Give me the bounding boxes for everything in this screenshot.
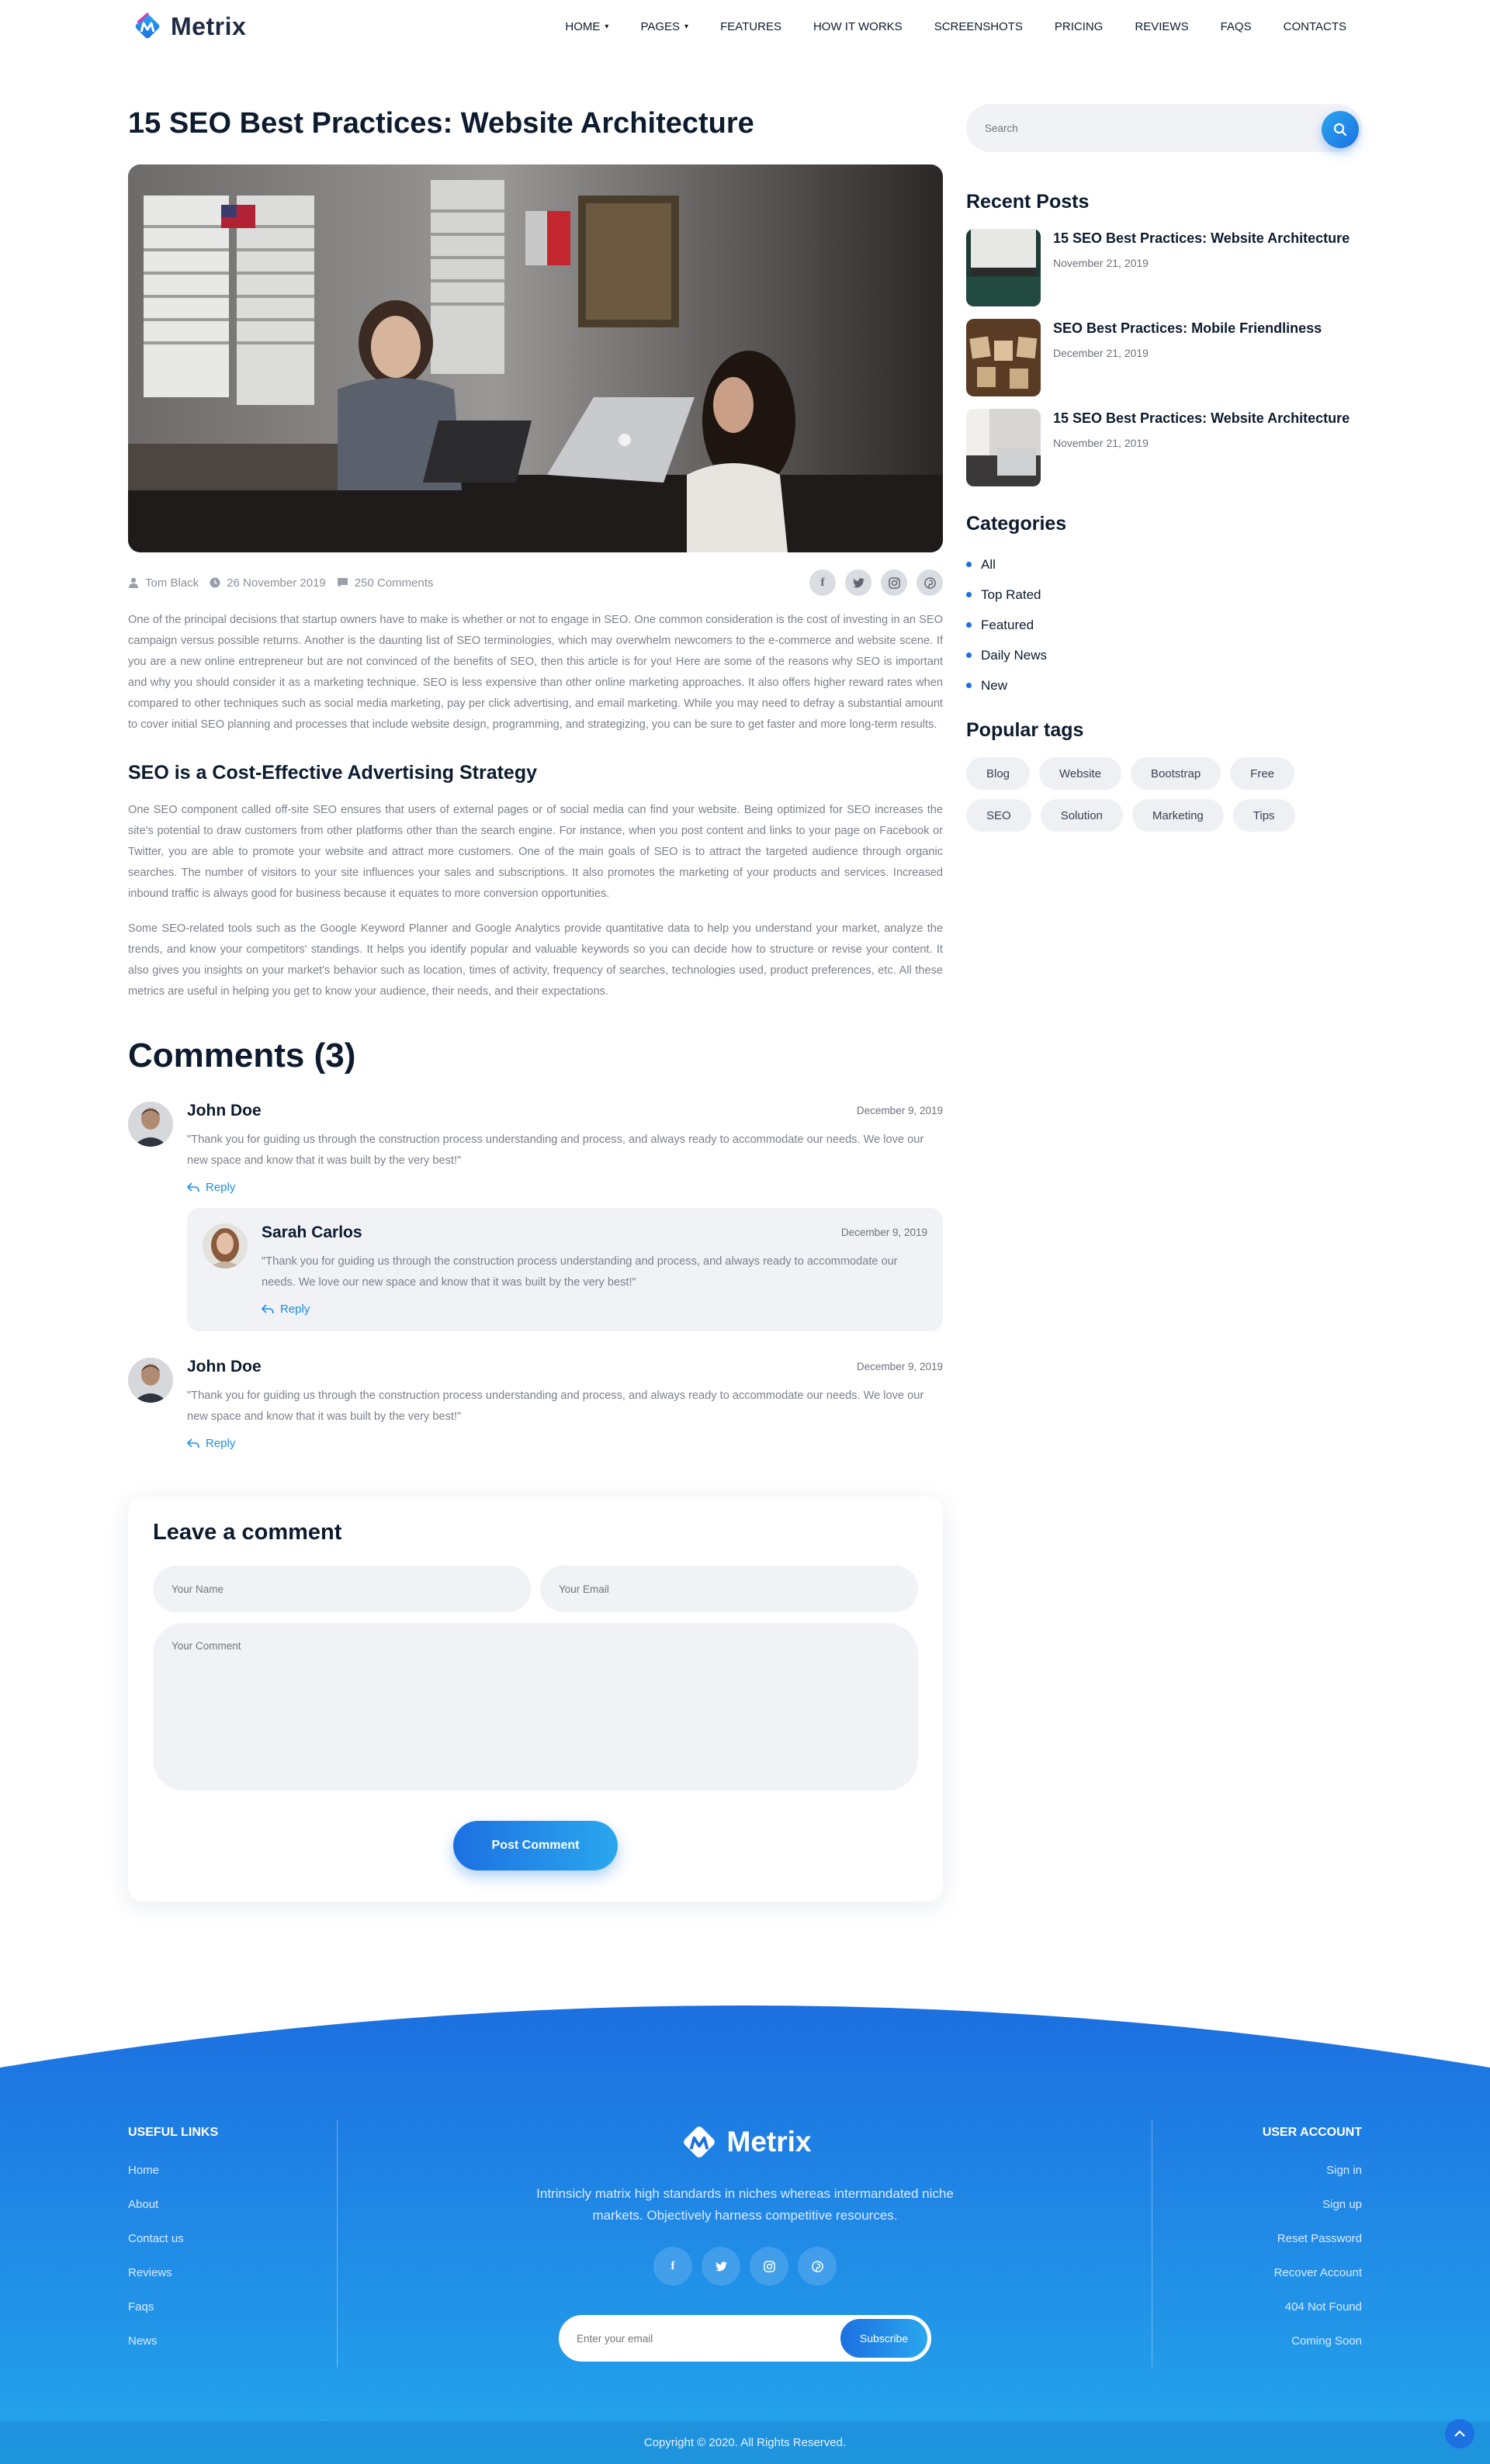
- recent-post-date: December 21, 2019: [1053, 347, 1149, 359]
- category-item[interactable]: [966, 610, 1362, 640]
- copyright-bar: [0, 2421, 1490, 2464]
- reply-button[interactable]: [187, 1181, 943, 1194]
- twitter-icon[interactable]: [702, 2247, 740, 2286]
- search-button[interactable]: [1322, 111, 1359, 148]
- metrix-logo-icon: [679, 2122, 719, 2162]
- sidebar: [966, 104, 1362, 832]
- recent-post-title[interactable]: 15 SEO Best Practices: Website Architecture: [1053, 230, 1350, 246]
- reply-icon: [187, 1182, 199, 1193]
- post-paragraph-1: One of the principal decisions that startup owners have to make is whether or not to engage in SEO. One common consideration is the cost of investing in an SEO campaign versus possible returns. Another is the daunting list of SEO terminologies, which may overwhelm newcomers to the e-commerce and website scene. If you are a new online entrepreneur but are not convinced of the benefits of SEO, then this article is for you! Here are some of the reasons why SEO is important and why you should consider it as a marketing technique. SEO is less expensive than other online marketing approaches. It also offers higher reward rates when compared to other techniques such as social media marketing, pay per click advertising, and email marketing. While you may need to defray a substantial amount to cover initial SEO planning and processes that include website design, programming, and strategizing, you can be sure to get faster and more long-term results.: [128, 614, 943, 731]
- bullet-icon: [966, 592, 972, 597]
- logo-text: Metrix: [171, 12, 247, 40]
- email-input[interactable]: [540, 1566, 918, 1612]
- name-input[interactable]: [153, 1566, 531, 1612]
- instagram-icon[interactable]: [881, 569, 907, 596]
- tag-chip[interactable]: Blog: [966, 757, 1030, 790]
- tag-chip[interactable]: Marketing: [1132, 799, 1224, 832]
- nav-pages[interactable]: [640, 20, 688, 33]
- tag-chip[interactable]: Tips: [1233, 799, 1295, 832]
- author-meta[interactable]: [128, 576, 199, 590]
- comment-author: John Doe: [187, 1102, 262, 1120]
- nav-features[interactable]: FEATURES: [720, 20, 781, 33]
- newsletter-form: [559, 2315, 931, 2362]
- tag-chip[interactable]: Free: [1230, 757, 1294, 790]
- scroll-to-top-button[interactable]: [1445, 2419, 1474, 2448]
- footer-link[interactable]: Sign in: [1326, 2164, 1362, 2177]
- subscribe-button[interactable]: Subscribe: [840, 2319, 927, 2358]
- nav-how-it-works[interactable]: HOW IT WORKS: [813, 20, 903, 33]
- footer-link[interactable]: News: [128, 2334, 158, 2348]
- recent-post-date: November 21, 2019: [1053, 437, 1149, 449]
- comment-author: Sarah Carlos: [262, 1223, 362, 1241]
- avatar: [203, 1223, 248, 1268]
- site-header: [0, 0, 1490, 56]
- nav-home-label: HOME: [565, 20, 601, 33]
- recent-posts-title: Recent Posts: [966, 191, 1090, 213]
- recent-post[interactable]: [966, 409, 1362, 486]
- comments-meta[interactable]: [337, 576, 434, 590]
- bullet-icon: [966, 683, 972, 688]
- useful-links-title: USEFUL LINKS: [128, 2126, 219, 2139]
- comment-count: 250 Comments: [354, 576, 434, 590]
- nav-contacts[interactable]: CONTACTS: [1283, 20, 1346, 33]
- footer-divider: [337, 2120, 338, 2367]
- footer-link[interactable]: Contact us: [128, 2232, 184, 2245]
- post-hero-image: [128, 164, 943, 552]
- avatar: [128, 1102, 173, 1147]
- reply-label: Reply: [206, 1181, 236, 1194]
- footer-description: Intrinsicly matrix high standards in niches whereas intermandated niche markets. Objectively harness competitive resources.: [536, 2186, 954, 2223]
- metrix-logo-icon: [132, 11, 163, 42]
- logo[interactable]: [132, 11, 246, 42]
- reply-button[interactable]: [262, 1303, 927, 1316]
- user-icon: [128, 577, 139, 588]
- category-item[interactable]: [966, 580, 1362, 610]
- reply-label: Reply: [206, 1437, 236, 1450]
- comment: [128, 1102, 943, 1331]
- leave-comment-form: [128, 1497, 943, 1902]
- footer-link[interactable]: Reviews: [128, 2266, 172, 2279]
- tag-chip[interactable]: Solution: [1041, 799, 1123, 832]
- footer-brand: [512, 2122, 978, 2362]
- footer-social: [512, 2247, 978, 2286]
- comment-icon: [337, 577, 348, 588]
- comment-text: "Thank you for guiding us through the construction process understanding and process, and always ready to accommodate our needs. We love our new space and know that it was built by the very best!": [187, 1133, 924, 1167]
- comment-text: "Thank you for guiding us through the construction process understanding and process, and always ready to accommodate our needs. We love our new space and know that it was built by the very best!": [187, 1389, 924, 1423]
- recent-post-thumbnail: [966, 229, 1041, 306]
- post-meta: [128, 569, 943, 596]
- recent-post-thumbnail: [966, 409, 1041, 486]
- tag-chip[interactable]: Bootstrap: [1131, 757, 1221, 790]
- clock-icon: [210, 577, 220, 588]
- category-label: Daily News: [981, 647, 1048, 663]
- category-label: Top Rated: [981, 587, 1041, 602]
- recent-posts-list: [966, 229, 1362, 486]
- chevron-up-icon: [1454, 2430, 1465, 2438]
- footer-link[interactable]: Home: [128, 2164, 160, 2177]
- nav-screenshots[interactable]: SCREENSHOTS: [934, 20, 1023, 33]
- category-item[interactable]: [966, 549, 1362, 580]
- instagram-icon[interactable]: [750, 2247, 788, 2286]
- comment-date: December 9, 2019: [840, 1227, 927, 1238]
- pinterest-icon[interactable]: [917, 569, 943, 596]
- recent-post-title[interactable]: 15 SEO Best Practices: Website Architecture: [1053, 410, 1350, 426]
- comment-textarea[interactable]: [153, 1623, 918, 1791]
- chevron-down-icon: ▾: [605, 22, 609, 31]
- footer-link[interactable]: Faqs: [128, 2300, 154, 2313]
- reply-button[interactable]: [187, 1437, 943, 1450]
- reply-icon: [262, 1304, 274, 1315]
- category-label: All: [981, 556, 996, 572]
- copyright-text: Copyright © 2020. All Rights Reserved.: [643, 2436, 847, 2449]
- site-footer: [0, 2005, 1490, 2464]
- search-box: [966, 104, 1362, 152]
- recent-post-info: [1053, 409, 1350, 486]
- reply-label: Reply: [280, 1303, 310, 1316]
- pinterest-icon[interactable]: [798, 2247, 837, 2286]
- category-item[interactable]: [966, 670, 1362, 701]
- recent-post[interactable]: [966, 319, 1362, 396]
- category-item[interactable]: [966, 640, 1362, 670]
- tag-chip[interactable]: Website: [1039, 757, 1121, 790]
- footer-logo[interactable]: [679, 2122, 812, 2162]
- office-photo: [128, 164, 943, 552]
- leave-comment-title: Leave a comment: [153, 1520, 342, 1545]
- post-paragraph-2: One SEO component called off-site SEO ensures that users of external pages or of social media can find your website. Being optimized for SEO increases the site's potential to draw customers from other platforms other than the search engine. For instance, when you post content and links to your page on Facebook or Twitter, you are able to promote your website and attract more customers. One of the main goals of SEO is to attract the targeted audience through organic searches. The number of visitors to your site influences your sales and subscriptions. It also promotes the marketing of your products and services. Increased inbound traffic is always good for business because it equates to more conversion opportunities.: [128, 804, 943, 900]
- post-paragraph-3: Some SEO-related tools such as the Google Keyword Planner and Google Analytics provide quantitative data to help you understand your market, analyze the trends, and know your competitors' standings. It helps you identify popular and valuable keywords so you can decide how to structure or revise your content. It also gives you insights on your market's behavior such as location, times of activity, frequency of searches, technologies used, product preferences, etc. All these metrics are useful in helping you get to know your audience, their needs, and their expectations.: [128, 922, 943, 998]
- bullet-icon: [966, 562, 972, 567]
- avatar: [128, 1358, 173, 1403]
- nav-faqs[interactable]: FAQS: [1220, 20, 1252, 33]
- bullet-icon: [966, 622, 972, 628]
- name-email-row: [153, 1566, 918, 1612]
- facebook-icon[interactable]: f: [809, 569, 836, 596]
- post-date: 26 November 2019: [227, 576, 326, 590]
- recent-post-info: [1053, 229, 1350, 306]
- facebook-icon[interactable]: f: [653, 2247, 692, 2286]
- recent-post-info: [1053, 319, 1322, 396]
- comments-title: Comments (3): [128, 1036, 356, 1075]
- comment-text: "Thank you for guiding us through the construction process understanding and process, and always ready to accommodate our needs. We love our new space and know that it was built by the very best!": [262, 1255, 898, 1289]
- comment-date: December 9, 2019: [856, 1105, 943, 1116]
- categories-list: [966, 549, 1362, 701]
- search-icon: [1333, 123, 1347, 137]
- post-main: [128, 101, 943, 1902]
- footer-link[interactable]: 404 Not Found: [1284, 2300, 1362, 2313]
- footer-link[interactable]: Recover Account: [1273, 2266, 1362, 2279]
- nav-pages-label: PAGES: [640, 20, 681, 33]
- nav-home[interactable]: [565, 20, 608, 33]
- useful-links-list: [128, 2163, 184, 2368]
- twitter-icon[interactable]: [845, 569, 871, 596]
- bullet-icon: [966, 652, 972, 658]
- author-name: Tom Black: [145, 576, 199, 590]
- comment: [128, 1358, 943, 1450]
- newsletter-email-input[interactable]: [577, 2333, 825, 2345]
- categories-title: Categories: [966, 513, 1067, 535]
- tag-chip[interactable]: SEO: [966, 799, 1031, 832]
- footer-link[interactable]: Sign up: [1322, 2198, 1362, 2211]
- category-label: New: [981, 677, 1008, 693]
- footer-link[interactable]: About: [128, 2198, 159, 2211]
- post-comment-button[interactable]: Post Comment: [453, 1821, 618, 1870]
- search-input[interactable]: [985, 123, 1280, 134]
- user-account-title: USER ACCOUNT: [1262, 2126, 1362, 2139]
- date-meta: [210, 576, 326, 590]
- recent-post[interactable]: [966, 229, 1362, 306]
- user-account-list: [1274, 2163, 1362, 2368]
- post-title: 15 SEO Best Practices: Website Architecture: [128, 107, 754, 140]
- recent-post-thumbnail: [966, 319, 1041, 396]
- reply-icon: [187, 1438, 199, 1449]
- post-subheading: SEO is a Cost-Effective Advertising Strategy: [128, 762, 538, 784]
- tags-list: [966, 757, 1362, 832]
- nav-pricing[interactable]: PRICING: [1054, 20, 1104, 33]
- footer-logo-text: Metrix: [726, 2126, 812, 2158]
- category-label: Featured: [981, 617, 1034, 632]
- popular-tags-title: Popular tags: [966, 719, 1084, 741]
- share-buttons: [809, 569, 943, 596]
- recent-post-date: November 21, 2019: [1053, 257, 1149, 269]
- main-nav: [565, 20, 1346, 33]
- chevron-down-icon: ▾: [684, 22, 689, 31]
- recent-post-title[interactable]: SEO Best Practices: Mobile Friendliness: [1053, 320, 1322, 336]
- footer-link[interactable]: Reset Password: [1277, 2232, 1362, 2245]
- footer-link[interactable]: Coming Soon: [1291, 2334, 1362, 2348]
- comment-date: December 9, 2019: [856, 1361, 943, 1372]
- comment-author: John Doe: [187, 1358, 262, 1376]
- nested-comment: [187, 1208, 943, 1331]
- nav-reviews[interactable]: REVIEWS: [1135, 20, 1189, 33]
